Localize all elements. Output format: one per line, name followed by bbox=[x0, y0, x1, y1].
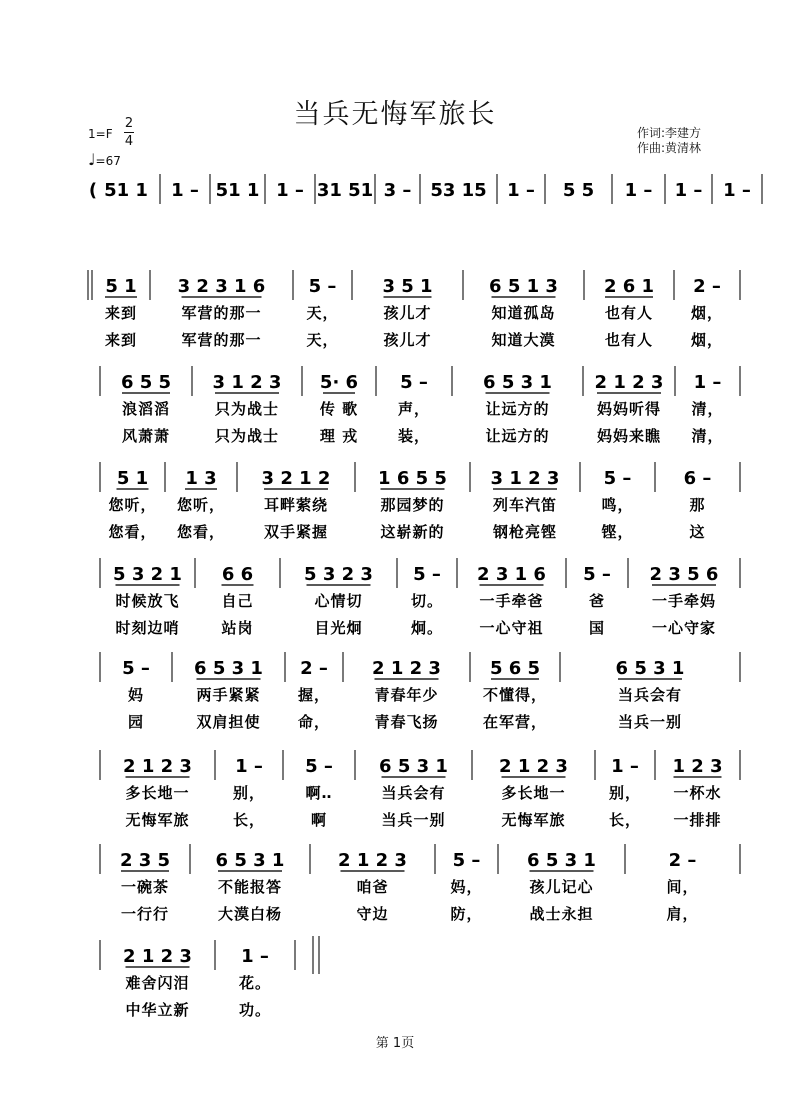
lyric-syllables: 两手紧紧 bbox=[196, 686, 261, 704]
jianpu-notes: 5 3 2 3 bbox=[304, 564, 373, 585]
lyric-syllables: 别， bbox=[608, 784, 642, 802]
lyric-syllables: 那园梦的 bbox=[380, 496, 445, 514]
jianpu-notes: 5 – bbox=[413, 564, 441, 585]
jianpu-notes: 5 5 bbox=[562, 180, 595, 201]
lyric-syllables: 啊‥ bbox=[305, 784, 333, 802]
notation-system bbox=[100, 462, 740, 542]
jianpu-notes: 5 – bbox=[400, 372, 428, 393]
lyric-syllables: 当兵一别 bbox=[617, 713, 683, 731]
jianpu-notes: 5 – bbox=[452, 850, 481, 871]
jianpu-notes: 2 1 2 3 bbox=[594, 372, 664, 393]
lyric-syllables: 守边 bbox=[356, 905, 389, 923]
jianpu-notes: 1 – bbox=[171, 180, 199, 201]
lyric-syllables: 知道孤岛 bbox=[491, 304, 556, 322]
jianpu-notes: 2 1 2 3 bbox=[499, 756, 568, 777]
lyric-syllables: 铿， bbox=[601, 523, 634, 541]
lyric-syllables: 孩儿才 bbox=[383, 304, 432, 322]
notation-system bbox=[89, 174, 762, 204]
lyric-syllables: 时候放飞 bbox=[115, 592, 180, 610]
lyric-syllables: 孩儿记心 bbox=[529, 878, 594, 896]
jianpu-notes: 1 – bbox=[611, 756, 639, 777]
jianpu-notes: 2 – bbox=[300, 658, 328, 679]
lyric-syllables: 时刻边哨 bbox=[115, 619, 180, 637]
jianpu-notes: 31 51 bbox=[316, 180, 374, 201]
lyric-syllables: 不能报答 bbox=[217, 878, 283, 896]
lyric-syllables: 心情切 bbox=[314, 592, 363, 610]
jianpu-notes: 5 – bbox=[308, 276, 337, 297]
lyric-syllables: 无悔军旅 bbox=[501, 811, 566, 829]
lyric-syllables: 功。 bbox=[238, 1001, 272, 1019]
jianpu-notes: 3 2 3 1 6 bbox=[177, 276, 266, 297]
lyric-syllables: 您看， bbox=[176, 523, 226, 541]
lyric-syllables: 钢枪亮铿 bbox=[492, 523, 558, 541]
lyric-syllables: 天， bbox=[306, 331, 339, 349]
jianpu-notes: 5 1 bbox=[116, 468, 149, 489]
notation-system bbox=[100, 750, 740, 830]
lyric-syllables: 只为战士 bbox=[214, 400, 280, 418]
jianpu-notes: 1 2 3 bbox=[672, 756, 723, 777]
lyric-syllables: 这 bbox=[689, 523, 706, 541]
jianpu-notes: 5 – bbox=[603, 468, 632, 489]
lyric-syllables: 园 bbox=[127, 713, 145, 731]
time-bottom: 4 bbox=[124, 134, 134, 149]
lyric-syllables: 握， bbox=[297, 686, 331, 704]
lyricist-credit: 作词:李建方 bbox=[637, 126, 702, 140]
lyric-syllables: 您看， bbox=[108, 523, 157, 541]
jianpu-notes: 3 1 2 3 bbox=[212, 372, 282, 393]
lyric-syllables: 一心守家 bbox=[651, 619, 717, 637]
lyric-syllables: 妈 bbox=[127, 686, 145, 704]
lyric-syllables: 一手牵爸 bbox=[479, 592, 544, 610]
lyric-syllables: 那 bbox=[689, 496, 706, 514]
lyric-syllables: 肩， bbox=[666, 905, 699, 923]
lyric-syllables: 耳畔萦绕 bbox=[263, 496, 329, 514]
lyric-syllables: 烟， bbox=[690, 331, 724, 349]
lyric-syllables: 爸 bbox=[588, 592, 606, 610]
lyric-syllables: 让远方的 bbox=[485, 427, 550, 445]
song-title: 当兵无悔军旅长 bbox=[293, 99, 497, 130]
lyric-syllables: 声， bbox=[397, 400, 431, 418]
quarter-note-icon: ♩ bbox=[88, 150, 96, 169]
lyric-syllables: 孩儿才 bbox=[383, 331, 432, 349]
lyric-syllables: 烟， bbox=[690, 304, 724, 322]
lyric-syllables: 当兵会有 bbox=[617, 686, 683, 704]
lyric-syllables: 一碗茶 bbox=[120, 878, 170, 896]
lyric-syllables: 在军营， bbox=[482, 713, 548, 731]
lyric-syllables: 花。 bbox=[238, 974, 272, 992]
lyric-syllables: 只为战士 bbox=[214, 427, 280, 445]
lyric-syllables: 一杯水 bbox=[673, 784, 722, 802]
lyric-syllables: 长， bbox=[608, 811, 642, 829]
lyric-syllables: 多长地一 bbox=[125, 784, 190, 802]
jianpu-notes: 2 1 2 3 bbox=[338, 850, 407, 871]
lyric-syllables: 清， bbox=[691, 427, 724, 445]
lyric-syllables: 长， bbox=[232, 811, 266, 829]
jianpu-notes: 3 – bbox=[383, 180, 412, 201]
jianpu-notes: 1 – bbox=[723, 180, 751, 201]
notation-system bbox=[100, 844, 740, 924]
lyric-syllables: 也有人 bbox=[604, 331, 654, 349]
jianpu-notes: 2 3 5 bbox=[119, 850, 171, 871]
jianpu-notes: 3 2 1 2 bbox=[261, 468, 331, 489]
lyric-syllables: 一心守祖 bbox=[479, 619, 544, 637]
page-number: 第 1页 bbox=[375, 1036, 415, 1051]
lyric-syllables: 啊 bbox=[310, 811, 328, 829]
lyric-syllables: 间， bbox=[666, 878, 699, 896]
lyric-syllables: 风萧萧 bbox=[121, 427, 171, 445]
lyric-syllables: 让远方的 bbox=[485, 400, 550, 418]
jianpu-notes: 2 3 5 6 bbox=[649, 564, 719, 585]
lyric-syllables: 不懂得， bbox=[482, 686, 548, 704]
lyric-syllables: 咱爸 bbox=[356, 878, 389, 896]
lyric-syllables: 鸣， bbox=[601, 496, 634, 514]
jianpu-notes: 1 3 bbox=[185, 468, 217, 489]
jianpu-notes: 6 5 5 bbox=[120, 372, 172, 393]
jianpu-notes: 1 – bbox=[235, 756, 263, 777]
jianpu-notes: 2 – bbox=[668, 850, 697, 871]
key-text: 1=F bbox=[88, 127, 113, 141]
jianpu-notes: 1 – bbox=[507, 180, 535, 201]
notation-system bbox=[100, 558, 740, 637]
notation-system bbox=[100, 652, 740, 732]
lyric-syllables: 一行行 bbox=[120, 905, 170, 923]
notation-system bbox=[88, 270, 740, 350]
notation-system bbox=[100, 366, 740, 446]
lyric-syllables: 来到 bbox=[104, 304, 138, 322]
lyric-syllables: 传 歌 bbox=[319, 400, 359, 418]
jianpu-notes: 6 5 3 1 bbox=[379, 756, 448, 777]
jianpu-notes: 1 – bbox=[674, 180, 703, 201]
jianpu-notes: 3 5 1 bbox=[382, 276, 433, 297]
jianpu-notes: 2 1 2 3 bbox=[123, 946, 192, 967]
lyric-syllables: 目光炯 bbox=[314, 619, 363, 637]
jianpu-notes: 2 1 2 3 bbox=[123, 756, 192, 777]
lyric-syllables: 军营的那一 bbox=[181, 304, 262, 322]
jianpu-notes: 2 – bbox=[693, 276, 721, 297]
lyric-syllables: 军营的那一 bbox=[181, 331, 262, 349]
lyric-syllables: 大漠白杨 bbox=[217, 905, 283, 923]
jianpu-notes: 5 – bbox=[122, 658, 150, 679]
lyric-syllables: 青春年少 bbox=[374, 686, 439, 704]
lyric-syllables: 当兵会有 bbox=[381, 784, 446, 802]
lyric-syllables: 命， bbox=[297, 713, 331, 731]
jianpu-notes: 6 5 3 1 bbox=[194, 658, 263, 679]
lyric-syllables: 妈妈听得 bbox=[596, 400, 662, 418]
lyric-syllables: 防， bbox=[450, 905, 483, 923]
lyric-syllables: 难舍闪泪 bbox=[125, 974, 190, 992]
jianpu-notes: 6 6 bbox=[221, 564, 254, 585]
tempo-text: =67 bbox=[95, 154, 121, 168]
lyric-syllables: 天， bbox=[306, 304, 339, 322]
jianpu-notes: 2 6 1 bbox=[603, 276, 655, 297]
composer-credit: 作曲:黄清林 bbox=[637, 141, 702, 155]
lyric-syllables: 当兵一别 bbox=[381, 811, 446, 829]
lyric-syllables: 列车汽笛 bbox=[492, 496, 558, 514]
lyric-syllables: 理 戎 bbox=[319, 427, 359, 445]
jianpu-notes: 6 5 3 1 bbox=[615, 658, 685, 679]
jianpu-notes: 5 6 5 bbox=[489, 658, 541, 679]
lyric-syllables: 您听， bbox=[176, 496, 226, 514]
jianpu-notes: 1 6 5 5 bbox=[378, 468, 447, 489]
lyric-syllables: 这崭新的 bbox=[380, 523, 445, 541]
lyric-syllables: 多长地一 bbox=[501, 784, 566, 802]
lyric-syllables: 来到 bbox=[104, 331, 138, 349]
lyric-syllables: 浪滔滔 bbox=[121, 400, 171, 418]
lyric-syllables: 炯。 bbox=[410, 619, 444, 637]
jianpu-notes: ( bbox=[88, 180, 98, 201]
jianpu-notes: 6 5 1 3 bbox=[489, 276, 558, 297]
jianpu-notes: 6 5 3 1 bbox=[483, 372, 552, 393]
jianpu-notes: 1 – bbox=[693, 372, 722, 393]
lyric-syllables: 装， bbox=[397, 427, 431, 445]
jianpu-notes: 1 – bbox=[276, 180, 304, 201]
lyric-syllables: 您听， bbox=[108, 496, 157, 514]
jianpu-notes: 5 – bbox=[583, 564, 611, 585]
jianpu-notes: 2 3 1 6 bbox=[477, 564, 546, 585]
lyric-syllables: 妈， bbox=[450, 878, 483, 896]
lyric-syllables: 站岗 bbox=[221, 619, 254, 637]
jianpu-notes: 6 5 3 1 bbox=[527, 850, 596, 871]
lyric-syllables: 妈妈来瞧 bbox=[596, 427, 662, 445]
jianpu-notes: 51 1 bbox=[215, 180, 260, 201]
jianpu-notes: 1 – bbox=[241, 946, 269, 967]
lyric-syllables: 一手牵妈 bbox=[651, 592, 717, 610]
lyric-syllables: 青春飞扬 bbox=[374, 713, 439, 731]
jianpu-notes: 5 – bbox=[305, 756, 333, 777]
jianpu-notes: 1 – bbox=[624, 180, 653, 201]
time-top: 2 bbox=[124, 116, 134, 131]
jianpu-notes: 5 3 2 1 bbox=[113, 564, 182, 585]
lyric-syllables: 切。 bbox=[410, 592, 444, 610]
jianpu-notes: 5· 6 bbox=[319, 372, 359, 393]
lyric-syllables: 一排排 bbox=[673, 811, 722, 829]
lyric-syllables: 战士永担 bbox=[529, 905, 594, 923]
lyric-syllables: 清， bbox=[691, 400, 724, 418]
jianpu-notes: 51 1 bbox=[104, 180, 148, 201]
lyric-syllables: 双手紧握 bbox=[263, 523, 329, 541]
notation-system bbox=[100, 936, 319, 1019]
jianpu-notes: 5 1 bbox=[105, 276, 137, 297]
jianpu-notes: 53 15 bbox=[430, 180, 487, 201]
jianpu-notes: 6 – bbox=[683, 468, 712, 489]
lyric-syllables: 中华立新 bbox=[125, 1001, 190, 1019]
lyric-syllables: 别， bbox=[232, 784, 266, 802]
lyric-syllables: 无悔军旅 bbox=[125, 811, 190, 829]
jianpu-notes: 2 1 2 3 bbox=[372, 658, 441, 679]
lyric-syllables: 自己 bbox=[221, 592, 254, 610]
lyric-syllables: 双肩担使 bbox=[196, 713, 261, 731]
jianpu-notes: 6 5 3 1 bbox=[215, 850, 285, 871]
lyric-syllables: 国 bbox=[588, 619, 606, 637]
lyric-syllables: 也有人 bbox=[604, 304, 654, 322]
jianpu-notes: 3 1 2 3 bbox=[490, 468, 560, 489]
lyric-syllables: 知道大漠 bbox=[491, 331, 556, 349]
